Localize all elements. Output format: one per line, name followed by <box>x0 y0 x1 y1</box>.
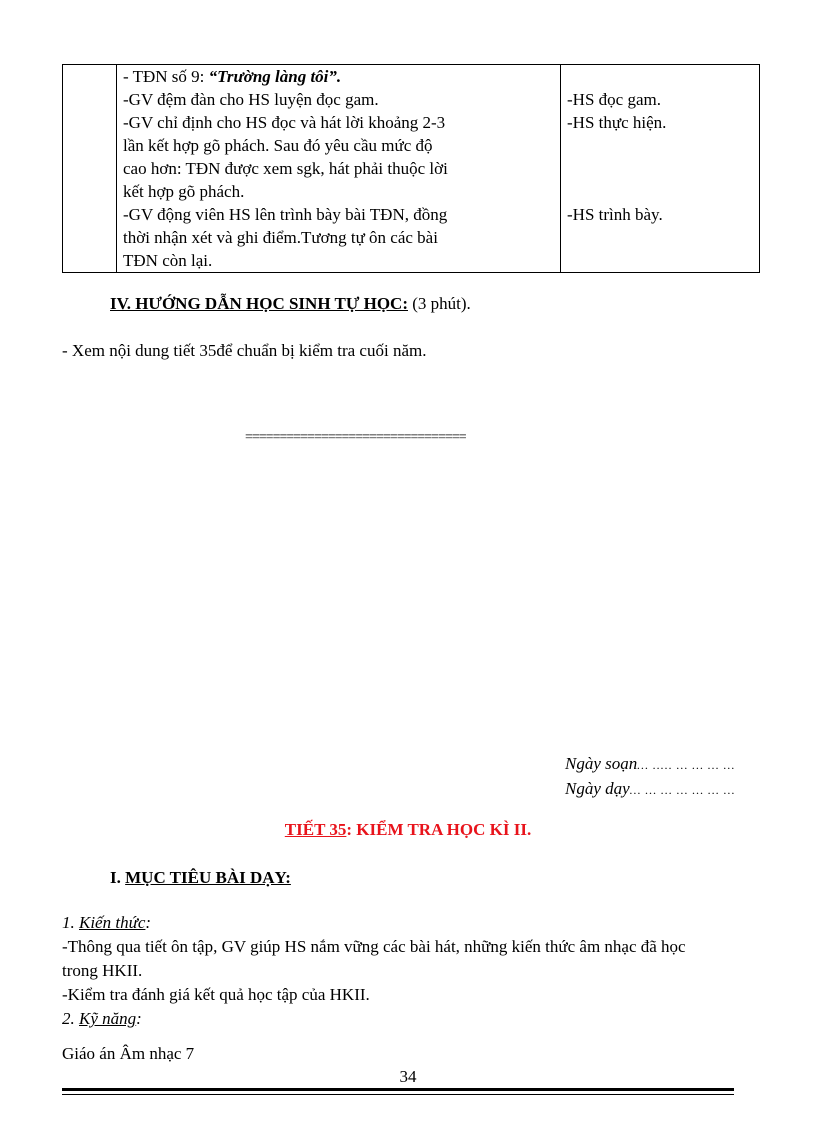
paragraph-line: -Kiểm tra đánh giá kết quả học tập của HKII. <box>62 985 370 1004</box>
list-item: kết hợp gõ phách. <box>123 182 245 201</box>
list-item: thời nhận xét và ghi điểm.Tương tự ôn các bài <box>123 228 438 247</box>
subheading-skills: 2. Kỹ năng: <box>62 1009 142 1028</box>
footer-label: Giáo án Âm nhạc 7 <box>62 1044 195 1063</box>
table-cell-time <box>63 65 117 273</box>
table-row <box>63 65 760 273</box>
list-item: - TĐN số 9: “Trường làng tôi”. <box>123 67 342 86</box>
section-heading-iv: IV. HƯỚNG DẪN HỌC SINH TỰ HỌC: (3 phút). <box>110 294 471 313</box>
list-item: -HS thực hiện. <box>567 113 667 132</box>
section-divider: ================================ <box>245 430 466 445</box>
lesson-activity-table <box>62 64 760 273</box>
page-number: 34 <box>399 1067 417 1086</box>
table-cell-teacher-activity <box>117 65 561 273</box>
subheading-knowledge: 1. Kiến thức: <box>62 913 152 932</box>
list-item: -GV đệm đàn cho HS luyện đọc gam. <box>123 90 379 109</box>
song-title: “Trường làng tôi”. <box>208 67 342 86</box>
homework-note: - Xem nội dung tiết 35để chuẩn bị kiểm tra cuối năm. <box>62 341 427 360</box>
paragraph-line: trong HKII. <box>62 961 143 980</box>
objectives-body <box>62 911 752 1031</box>
prepared-date: Ngày soạn… ..… … … … … <box>565 754 736 773</box>
list-item: -GV động viên HS lên trình bày bài TĐN, đồng <box>123 205 448 224</box>
list-item: -HS đọc gam. <box>567 90 661 109</box>
lesson-dates <box>565 752 735 802</box>
footer-rule-thin <box>62 1094 734 1095</box>
table-cell-student-activity <box>561 65 760 273</box>
taught-date: Ngày dạy… … … … … … … <box>565 779 736 798</box>
list-item: TĐN còn lại. <box>123 251 213 270</box>
paragraph-line: -Thông qua tiết ôn tập, GV giúp HS nắm vững các bài hát, những kiến thức âm nhạc đã học <box>62 937 686 956</box>
list-item: -GV chỉ định cho HS đọc và hát lời khoảng 2-3 <box>123 113 446 132</box>
list-item: lần kết hợp gõ phách. Sau đó yêu cầu mức độ <box>123 136 433 155</box>
lesson-title: TIẾT 35: KIỂM TRA HỌC KÌ II. <box>284 820 532 839</box>
list-item: -HS trình bày. <box>567 205 663 224</box>
section-heading-i: I. MỤC TIÊU BÀI DẠY: <box>110 868 291 887</box>
list-item: cao hơn: TĐN được xem sgk, hát phải thuộc lời <box>123 159 448 178</box>
footer-rule-thick <box>62 1088 734 1091</box>
